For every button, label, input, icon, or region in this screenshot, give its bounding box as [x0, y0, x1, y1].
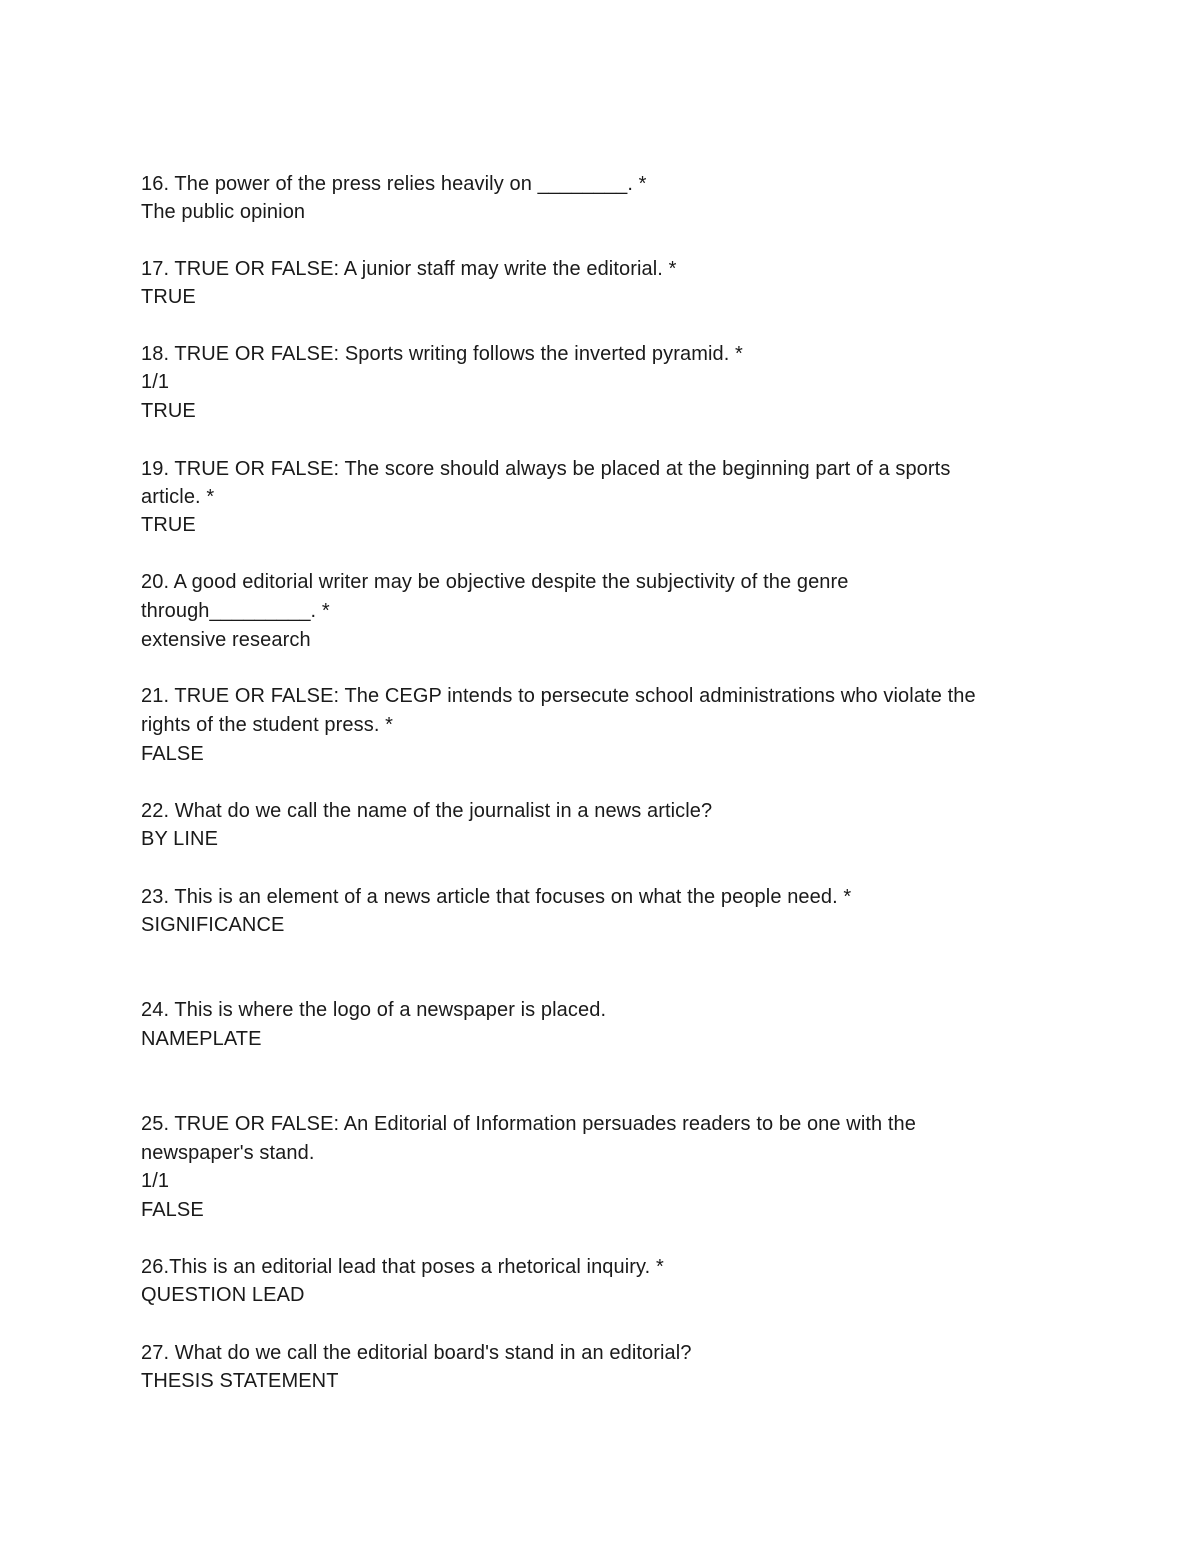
score-text: 1/1 — [141, 1170, 170, 1192]
question-text: 23. This is an element of a news article that focuses on what the people need. * — [141, 886, 852, 908]
answer-text: TRUE — [141, 400, 196, 422]
answer-text: NAMEPLATE — [141, 1028, 262, 1050]
answer-text: extensive research — [141, 629, 311, 651]
question-text-continued: through_________. * — [141, 600, 330, 622]
answer-text: FALSE — [141, 1199, 204, 1221]
question-text: 18. TRUE OR FALSE: Sports writing follows the inverted pyramid. * — [141, 343, 743, 365]
answer-text: BY LINE — [141, 828, 219, 850]
answer-text: TRUE — [141, 286, 196, 308]
question-text: 27. What do we call the editorial board's stand in an editorial? — [141, 1342, 692, 1364]
question-text-continued: newspaper's stand. — [141, 1142, 315, 1164]
question-text: 25. TRUE OR FALSE: An Editorial of Information persuades readers to be one with the — [141, 1113, 917, 1135]
question-text: 20. A good editorial writer may be objective despite the subjectivity of the genre — [141, 571, 849, 593]
answer-text: FALSE — [141, 743, 204, 765]
question-text: 22. What do we call the name of the journalist in a news article? — [141, 800, 713, 822]
score-text: 1/1 — [141, 371, 170, 393]
question-text-continued: article. * — [141, 486, 215, 508]
question-text: 19. TRUE OR FALSE: The score should always be placed at the beginning part of a sports — [141, 458, 951, 480]
answer-text: SIGNIFICANCE — [141, 914, 285, 936]
answer-text: QUESTION LEAD — [141, 1284, 305, 1306]
answer-text: THESIS STATEMENT — [141, 1370, 339, 1392]
question-text: 21. TRUE OR FALSE: The CEGP intends to persecute school administrations who violate the — [141, 685, 976, 707]
question-text: 16. The power of the press relies heavily on ________. * — [141, 173, 647, 195]
question-text: 26.This is an editorial lead that poses a rhetorical inquiry. * — [141, 1256, 664, 1278]
question-text-continued: rights of the student press. * — [141, 714, 394, 736]
answer-text: The public opinion — [141, 201, 306, 223]
question-text: 24. This is where the logo of a newspaper is placed. — [141, 999, 607, 1021]
question-text: 17. TRUE OR FALSE: A junior staff may write the editorial. * — [141, 258, 677, 280]
answer-text: TRUE — [141, 514, 196, 536]
